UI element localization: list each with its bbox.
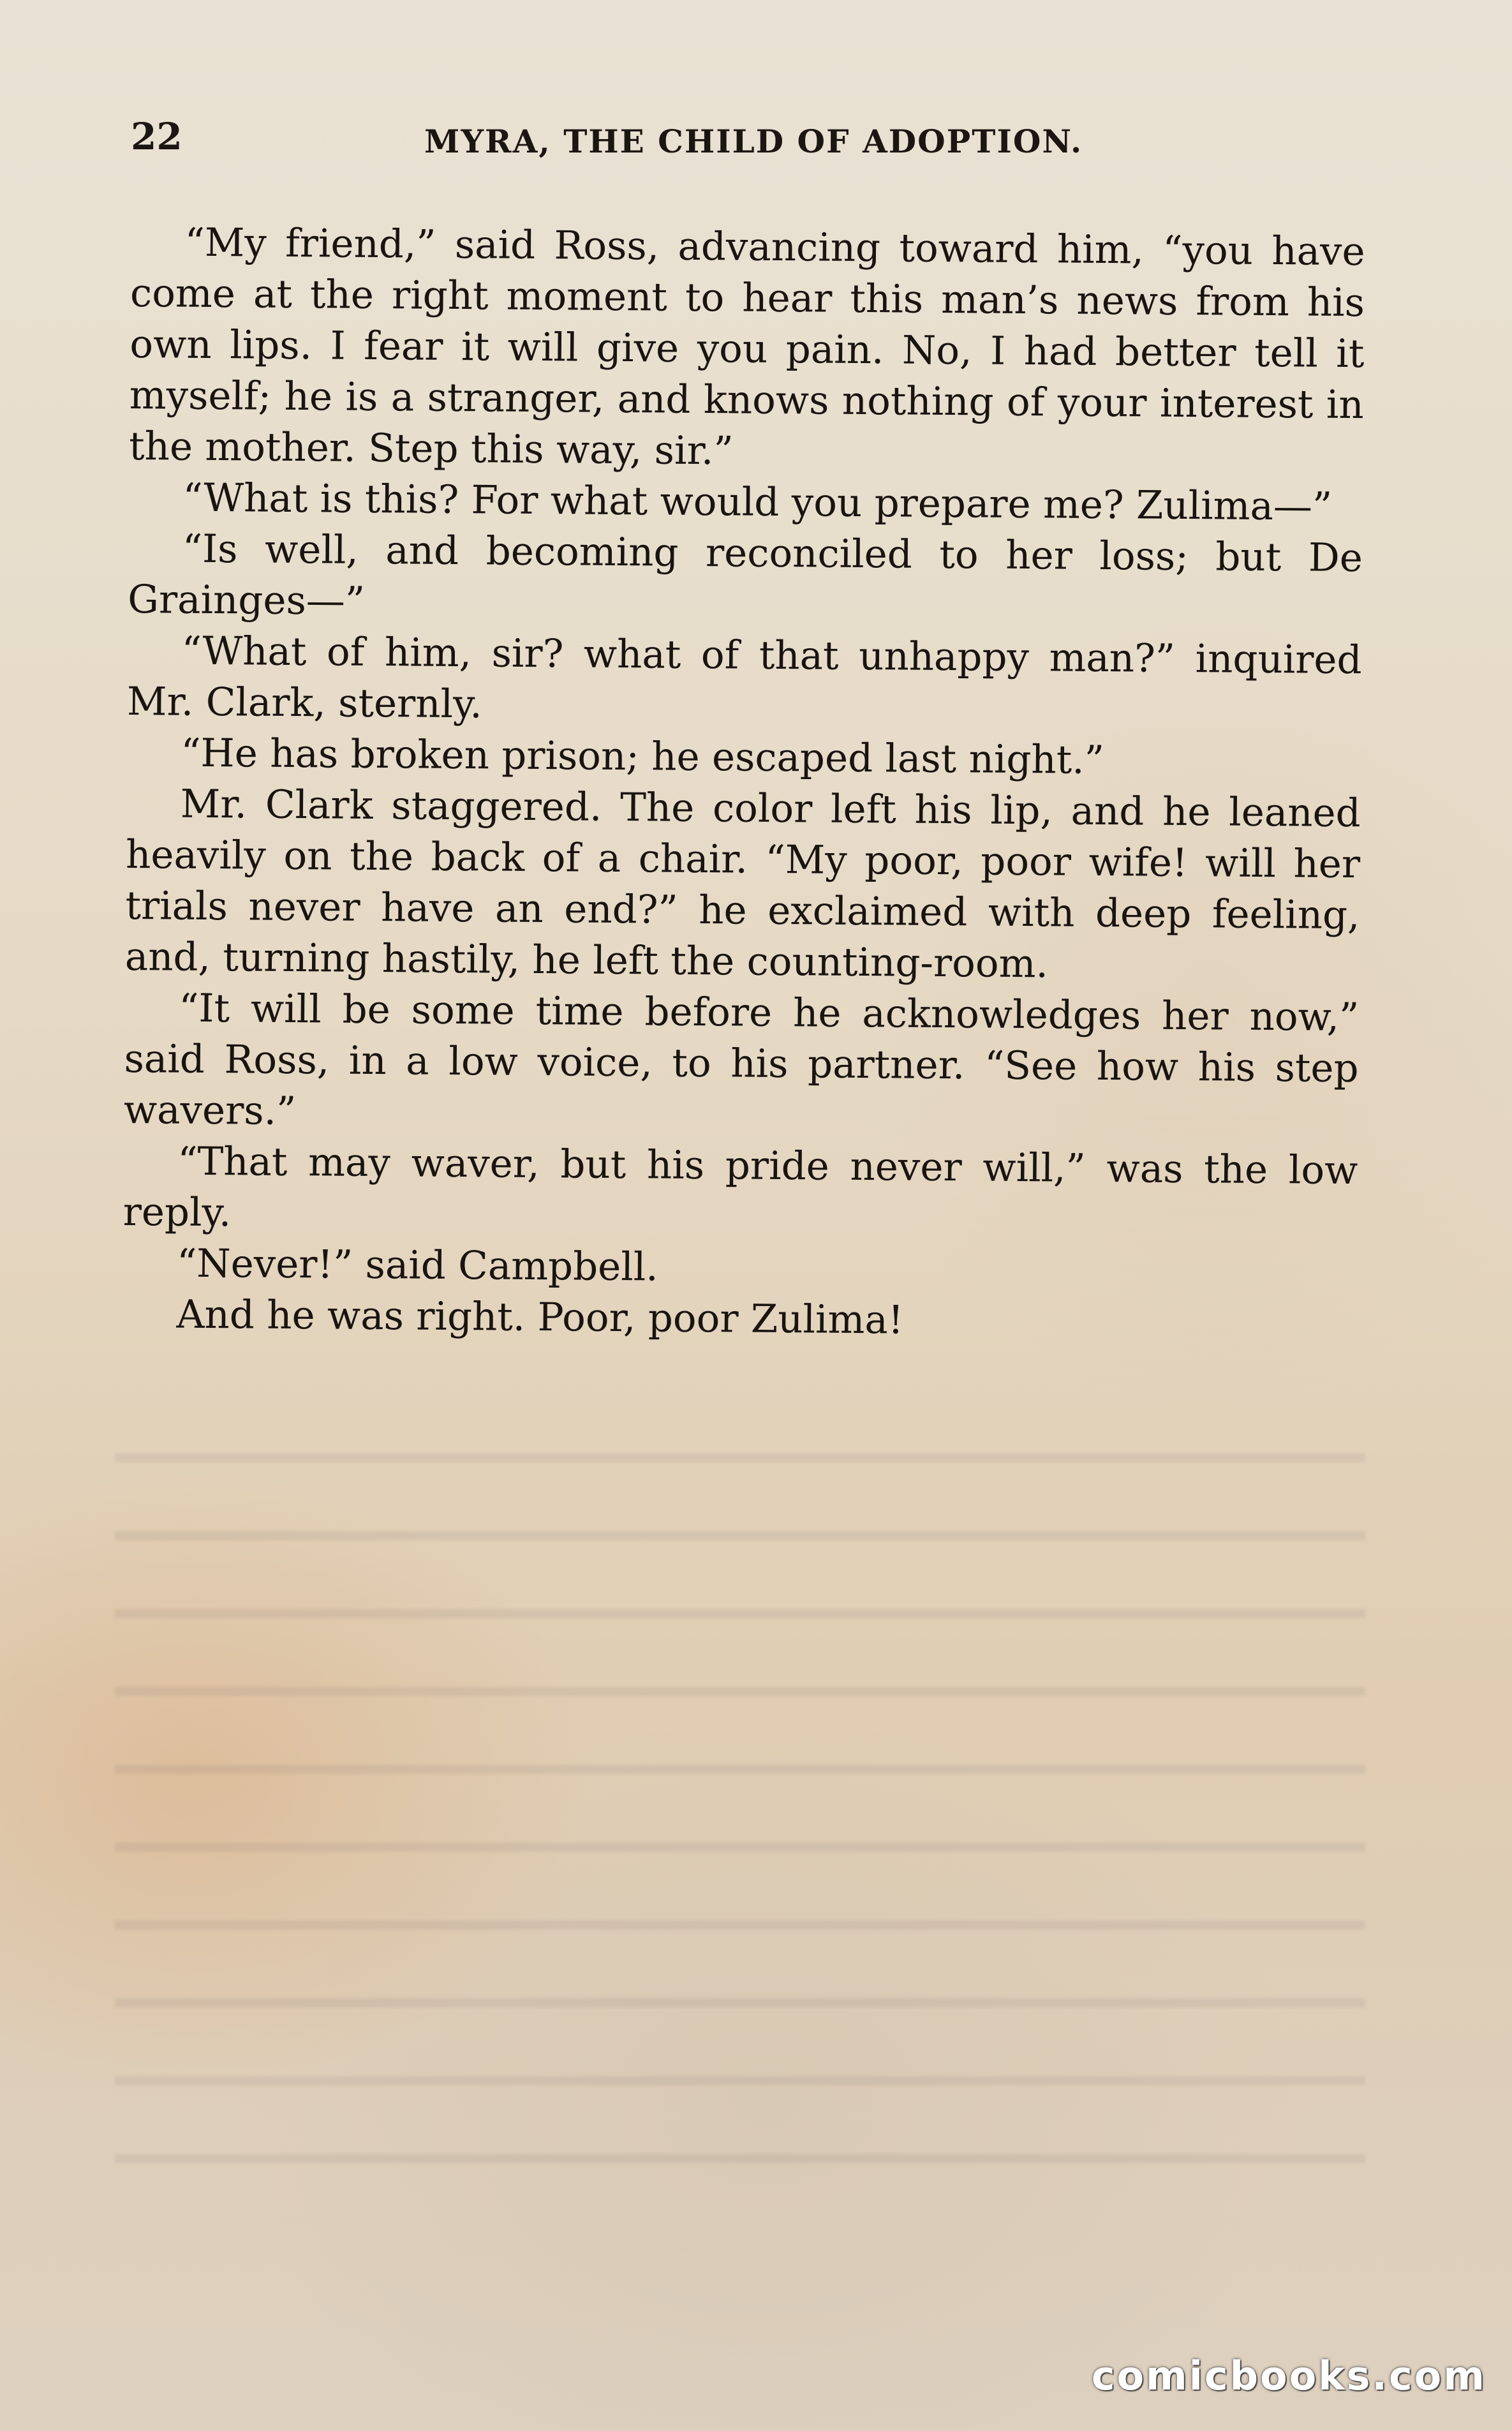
- paragraph: “What is this? For what would you prepare me? Zulima—”: [182, 475, 1333, 530]
- paragraph: “My friend,” said Ross, advancing toward him, “you have come at the right moment to hear this man’s news from his own lips. I fear it will give you pain. No, I had better tell it myself; he is a stranger, and knows nothing of your interest in the mother. Step this way, sir.”: [128, 219, 1365, 474]
- paragraph: “That may waver, but his pride never will,” was the low reply.: [122, 1138, 1358, 1236]
- paragraph: “Never!” said Campbell.: [176, 1240, 658, 1290]
- show-through-texture: [115, 1404, 1365, 2182]
- paragraph: “Is well, and becoming reconciled to her loss; but De Grainges—”: [128, 526, 1363, 624]
- paragraph: “It will be some time before he acknowledges her now,” said Ross, in a low voice, to his partner. “See how his step wavers.”: [123, 985, 1360, 1134]
- running-header: [131, 108, 1365, 172]
- body-text: [122, 217, 1365, 1349]
- book-title: MYRA, THE CHILD OF ADOPTION.: [424, 123, 1083, 160]
- paragraph: “He has broken prison; he escaped last night.”: [181, 730, 1105, 784]
- paragraph: “What of him, sir? what of that unhappy man?” inquired Mr. Clark, sternly.: [126, 628, 1362, 727]
- watermark: comicbooks.com: [1091, 2353, 1486, 2399]
- paragraph: Mr. Clark staggered. The color left his lip, and he leaned heavily on the back of a chair. “My poor, poor wife! will her trials never have an end?” he exclaimed with deep feeling, and, turning hastily, he left the counting-room.: [124, 781, 1361, 987]
- page-number: 22: [131, 115, 182, 158]
- paragraph: And he was right. Poor, poor Zulima!: [176, 1291, 904, 1343]
